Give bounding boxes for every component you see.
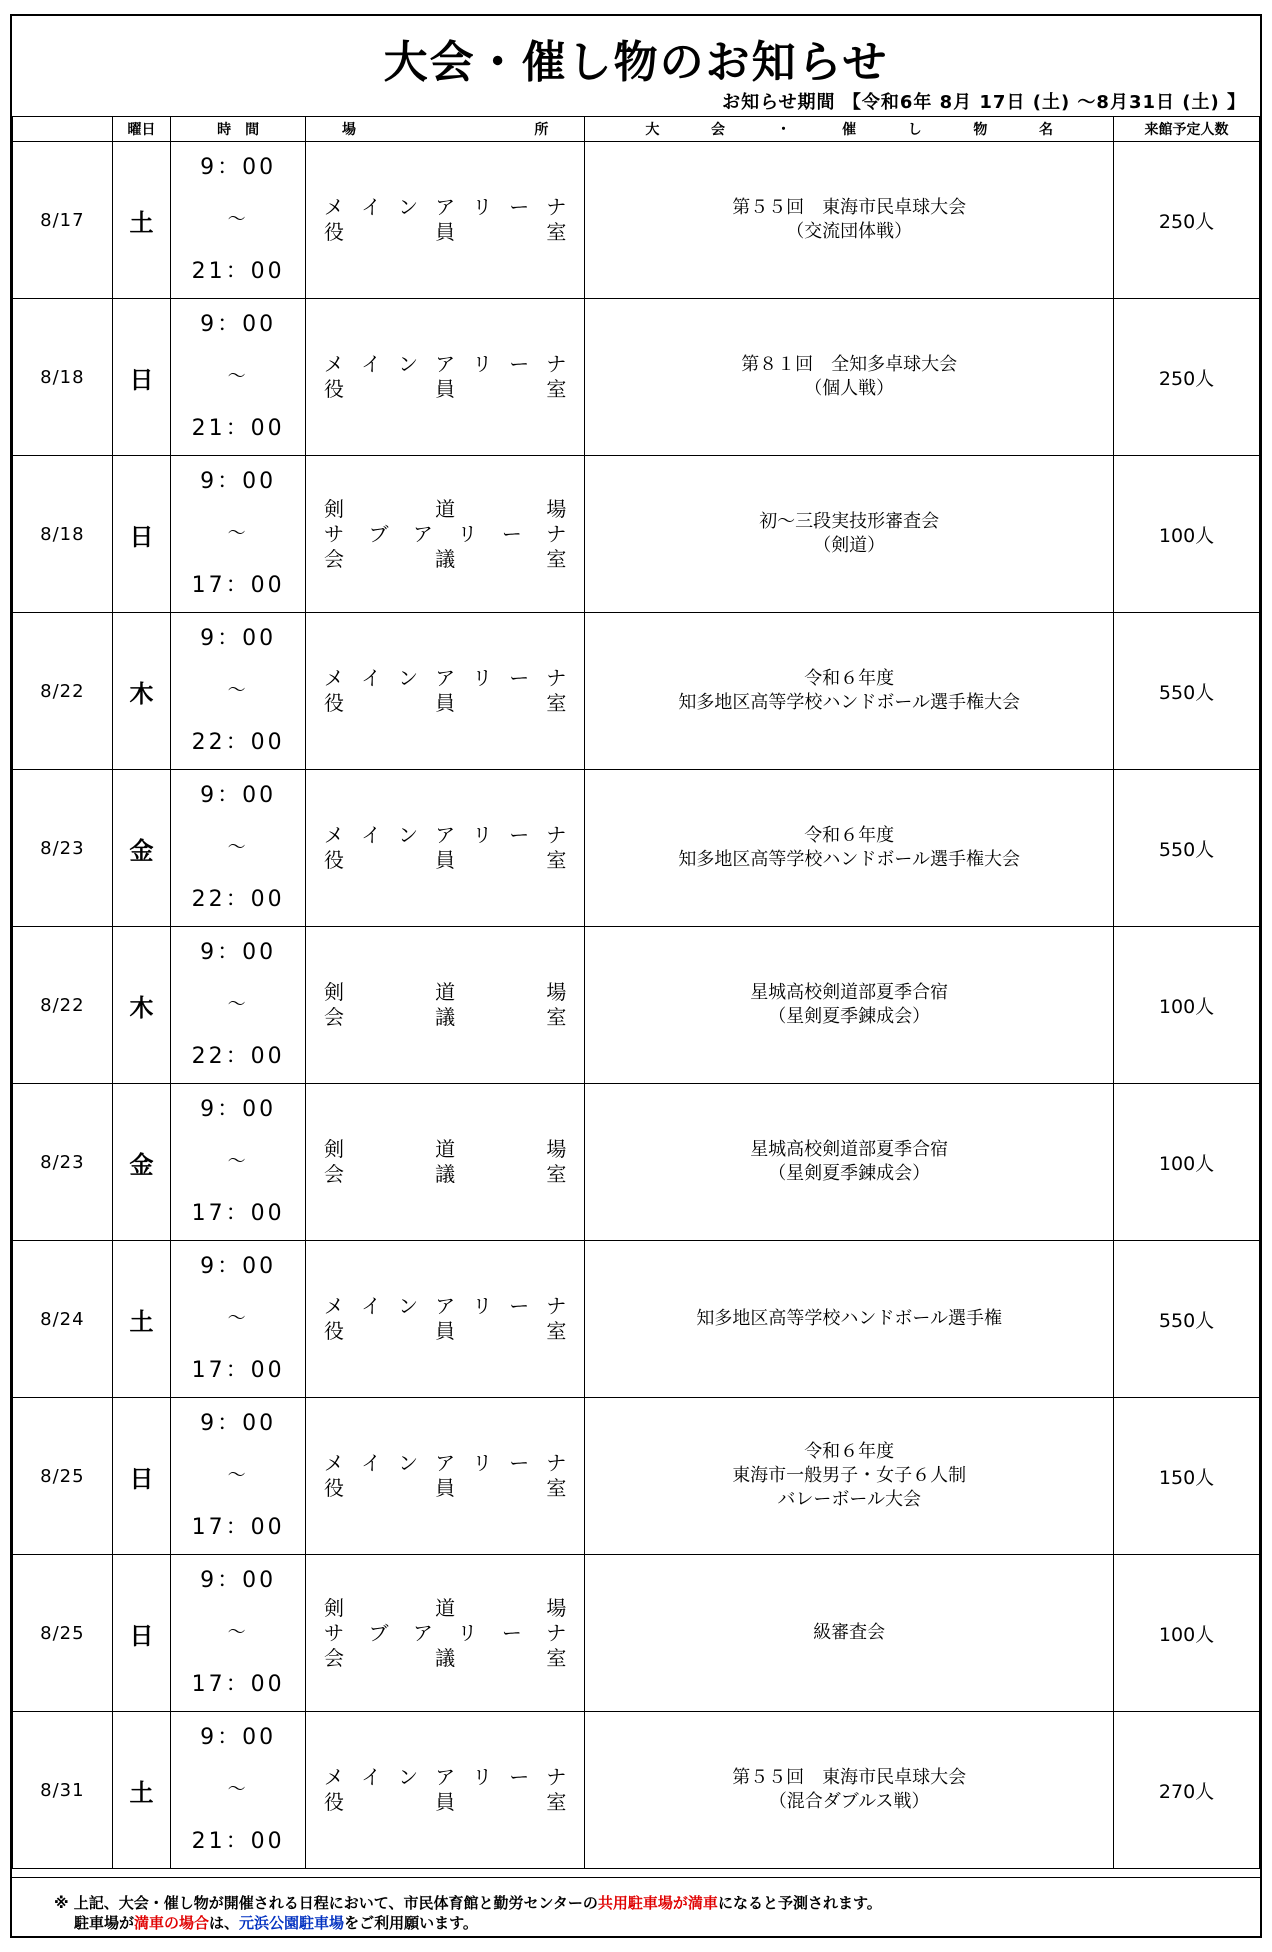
time-separator: ～ [227, 837, 249, 858]
venue-char: ナ [546, 352, 567, 376]
start-time: 9：00 [200, 155, 277, 180]
event-name [585, 299, 1114, 456]
venue-char: ナ [546, 521, 567, 546]
venue-char: ー [509, 823, 530, 847]
event-time [171, 1398, 306, 1555]
header-event-part: 物 [973, 122, 988, 138]
venue-char: メ [324, 666, 345, 690]
event-name-line: 星城高校剣道部夏季合宿 [750, 982, 949, 1003]
table-row [13, 927, 1260, 1084]
venue-line [324, 377, 566, 402]
venue-char: 道 [435, 496, 456, 521]
venue-char: ア [435, 352, 456, 376]
venue-char: 会 [324, 546, 345, 571]
venue-char: ア [435, 1294, 456, 1318]
notice-text: ※ 上記、大会・催し物が開催される日程において、市民体育館と勤労センターの [54, 1894, 598, 1912]
venue-char: 室 [546, 848, 567, 872]
venue-char: メ [324, 1451, 345, 1475]
start-time: 9：00 [200, 312, 277, 337]
event-venue [306, 299, 585, 456]
event-name [585, 1712, 1114, 1869]
venue-line [324, 1646, 566, 1671]
venue-char: メ [324, 1294, 345, 1318]
event-name-line: 知多地区高等学校ハンドボール選手権 [696, 1308, 1002, 1329]
event-time [171, 299, 306, 456]
table-row [13, 299, 1260, 456]
venue-char: 員 [435, 1476, 456, 1500]
time-separator: ～ [227, 1308, 249, 1329]
venue-char: リ [457, 521, 478, 546]
events-table [12, 116, 1260, 1869]
venue-line [324, 1294, 566, 1319]
header-place-part: 所 [534, 122, 549, 138]
venue-char: ー [509, 195, 530, 219]
notice-text: は、 [209, 1914, 240, 1932]
header-dow: 曜日 [112, 117, 171, 142]
venue-char: 道 [435, 1137, 456, 1161]
end-time: 17：00 [191, 1515, 285, 1540]
table-row [13, 1084, 1260, 1241]
venue-char: イ [361, 666, 382, 690]
venue-char: ー [509, 1451, 530, 1475]
venue-char: ア [412, 1620, 433, 1645]
start-time: 9：00 [200, 1725, 277, 1750]
venue-line [324, 1476, 566, 1501]
expected-visitors: 150人 [1114, 1398, 1260, 1555]
venue-char: ナ [546, 1294, 567, 1318]
venue-char: リ [472, 195, 493, 219]
event-day-of-week: 木 [112, 613, 171, 770]
venue-char: ナ [546, 195, 567, 219]
header-event [585, 117, 1114, 142]
venue-char: ア [435, 823, 456, 847]
header-count: 来館予定人数 [1114, 117, 1260, 142]
alt-parking-name: 元浜公園駐車場 [239, 1914, 345, 1932]
start-time: 9：00 [200, 1097, 277, 1122]
table-row [13, 613, 1260, 770]
venue-char: メ [324, 352, 345, 376]
venue-char: リ [472, 1451, 493, 1475]
event-date: 8/22 [13, 927, 113, 1084]
venue-char: 会 [324, 1162, 345, 1186]
venue-char: ー [509, 1294, 530, 1318]
event-name-line: 第５５回 東海市民卓球大会 [732, 1767, 967, 1788]
header-place [306, 117, 585, 142]
venue-line [324, 1162, 566, 1187]
event-name-line: バレーボール大会 [777, 1489, 921, 1510]
event-day-of-week: 木 [112, 927, 171, 1084]
event-day-of-week: 土 [112, 1241, 171, 1398]
event-date: 8/18 [13, 299, 113, 456]
venue-char: 員 [435, 220, 456, 244]
event-day-of-week: 土 [112, 1712, 171, 1869]
notice-text: をご利用願います。 [344, 1914, 478, 1932]
parking-notice-line-1 [54, 1892, 882, 1913]
venue-char: ブ [368, 1620, 389, 1645]
end-time: 22：00 [191, 1044, 285, 1069]
venue-line [324, 848, 566, 873]
venue-char: ン [398, 352, 419, 376]
start-time: 9：00 [200, 940, 277, 965]
venue-char: ン [398, 666, 419, 690]
venue-char: 員 [435, 377, 456, 401]
venue-char: ー [509, 1765, 530, 1789]
venue-line [324, 666, 566, 691]
event-name-line: 第５５回 東海市民卓球大会 [732, 197, 967, 218]
venue-char: 議 [435, 1005, 456, 1029]
venue-char: リ [472, 666, 493, 690]
event-time [171, 613, 306, 770]
expected-visitors: 100人 [1114, 1084, 1260, 1241]
event-time [171, 770, 306, 927]
venue-char: ア [435, 195, 456, 219]
venue-char: 室 [546, 1790, 567, 1814]
venue-line [324, 195, 566, 220]
end-time: 21：00 [191, 259, 285, 284]
event-date: 8/24 [13, 1241, 113, 1398]
venue-char: 室 [546, 1005, 567, 1029]
venue-char: 室 [546, 1645, 567, 1670]
venue-char: リ [472, 1765, 493, 1789]
venue-char: ナ [546, 1451, 567, 1475]
venue-char: 役 [324, 1476, 345, 1500]
event-day-of-week: 金 [112, 770, 171, 927]
header-event-part: 大 [645, 122, 660, 138]
venue-line [324, 1790, 566, 1815]
venue-char: ー [509, 352, 530, 376]
venue-char: ア [435, 1765, 456, 1789]
time-separator: ～ [227, 523, 249, 544]
venue-char: 議 [435, 1162, 456, 1186]
venue-char: ー [501, 521, 522, 546]
expected-visitors: 100人 [1114, 1555, 1260, 1712]
venue-char: 室 [546, 220, 567, 244]
venue-char: 員 [435, 691, 456, 715]
event-date: 8/31 [13, 1712, 113, 1869]
venue-char: 道 [435, 980, 456, 1004]
event-name-line: 令和６年度 [804, 825, 895, 846]
event-time [171, 1241, 306, 1398]
table-row [13, 1555, 1260, 1712]
event-venue [306, 142, 585, 299]
header-event-part: し [907, 122, 922, 138]
event-date: 8/23 [13, 770, 113, 927]
venue-char: 室 [546, 546, 567, 571]
expected-visitors: 100人 [1114, 927, 1260, 1084]
start-time: 9：00 [200, 1254, 277, 1279]
table-row [13, 1398, 1260, 1555]
venue-line [324, 823, 566, 848]
venue-char: 役 [324, 691, 345, 715]
time-separator: ～ [227, 1465, 249, 1486]
event-date: 8/25 [13, 1555, 113, 1712]
end-time: 22：00 [191, 887, 285, 912]
venue-char: 剣 [324, 1595, 345, 1620]
venue-char: ン [398, 1451, 419, 1475]
notice-text: 駐車場が [74, 1914, 135, 1932]
venue-char: 剣 [324, 1137, 345, 1161]
venue-char: 員 [435, 1790, 456, 1814]
end-time: 17：00 [191, 1201, 285, 1226]
event-name-line: 級審査会 [813, 1622, 886, 1643]
start-time: 9：00 [200, 626, 277, 651]
venue-char: ン [398, 1765, 419, 1789]
venue-line [324, 1319, 566, 1344]
event-time [171, 1084, 306, 1241]
end-time: 21：00 [191, 416, 285, 441]
event-venue [306, 1084, 585, 1241]
event-name [585, 613, 1114, 770]
event-name-line: 初～三段実技形審査会 [759, 511, 940, 532]
venue-line [324, 1451, 566, 1476]
event-day-of-week: 日 [112, 456, 171, 613]
start-time: 9：00 [200, 1568, 277, 1593]
header-event-part: 会 [710, 122, 725, 138]
notice-text: になると予測されます。 [717, 1894, 882, 1912]
venue-char: 場 [546, 496, 567, 521]
event-date: 8/17 [13, 142, 113, 299]
event-date: 8/22 [13, 613, 113, 770]
time-separator: ～ [227, 680, 249, 701]
event-name [585, 1241, 1114, 1398]
time-separator: ～ [227, 1622, 249, 1643]
venue-line [324, 522, 566, 547]
event-time [171, 1555, 306, 1712]
venue-line [324, 1137, 566, 1162]
venue-char: ナ [546, 823, 567, 847]
event-name-line: 知多地区高等学校ハンドボール選手権大会 [678, 849, 1020, 870]
venue-char: 室 [546, 1476, 567, 1500]
event-time [171, 1712, 306, 1869]
venue-char: 議 [435, 546, 456, 571]
header-time: 時 間 [171, 117, 306, 142]
venue-char: ナ [546, 666, 567, 690]
event-date: 8/18 [13, 456, 113, 613]
event-name [585, 770, 1114, 927]
time-separator: ～ [227, 994, 249, 1015]
expected-visitors: 270人 [1114, 1712, 1260, 1869]
venue-char: イ [361, 352, 382, 376]
end-time: 17：00 [191, 1672, 285, 1697]
event-name-line: （個人戦） [804, 378, 895, 399]
venue-line [324, 1005, 566, 1030]
venue-char: ア [435, 666, 456, 690]
venue-char: ー [509, 666, 530, 690]
event-day-of-week: 金 [112, 1084, 171, 1241]
venue-char: 剣 [324, 980, 345, 1004]
venue-char: イ [361, 823, 382, 847]
event-name [585, 456, 1114, 613]
time-separator: ～ [227, 209, 249, 230]
expected-visitors: 250人 [1114, 142, 1260, 299]
venue-char: メ [324, 195, 345, 219]
venue-char: 剣 [324, 496, 345, 521]
venue-line [324, 1621, 566, 1646]
header-date [13, 117, 113, 142]
page-title: 大会・催し物のお知らせ [383, 37, 889, 88]
venue-char: イ [361, 1294, 382, 1318]
event-name-line: （混合ダブルス戦） [768, 1791, 930, 1812]
event-venue [306, 1555, 585, 1712]
start-time: 9：00 [200, 1411, 277, 1436]
time-separator: ～ [227, 1151, 249, 1172]
expected-visitors: 550人 [1114, 613, 1260, 770]
notice-highlight: 満車の場合 [134, 1914, 210, 1932]
event-name-line: 東海市一般男子・女子６人制 [732, 1465, 967, 1486]
table-header [13, 117, 1260, 142]
venue-char: サ [324, 1620, 345, 1645]
event-day-of-week: 土 [112, 142, 171, 299]
start-time: 9：00 [200, 469, 277, 494]
venue-char: 役 [324, 1790, 345, 1814]
expected-visitors: 250人 [1114, 299, 1260, 456]
notice-highlight: 共用駐車場が満車 [597, 1894, 718, 1912]
venue-char: ブ [368, 521, 389, 546]
parking-notice-line-2 [74, 1912, 478, 1933]
event-venue [306, 1398, 585, 1555]
event-name [585, 1398, 1114, 1555]
venue-char: ナ [546, 1620, 567, 1645]
event-name [585, 927, 1114, 1084]
table-row [13, 142, 1260, 299]
venue-line [324, 352, 566, 377]
event-name [585, 142, 1114, 299]
venue-char: 場 [546, 1137, 567, 1161]
event-name-line: （星剣夏季錬成会） [768, 1006, 931, 1027]
event-venue [306, 1712, 585, 1869]
venue-char: リ [457, 1620, 478, 1645]
venue-char: ン [398, 195, 419, 219]
venue-char: 場 [546, 980, 567, 1004]
event-name-line: 第８１回 全知多卓球大会 [741, 354, 958, 375]
end-time: 17：00 [191, 573, 285, 598]
venue-char: 室 [546, 377, 567, 401]
end-time: 17：00 [191, 1358, 285, 1383]
end-time: 22：00 [191, 730, 285, 755]
venue-line [324, 1596, 566, 1621]
event-venue [306, 613, 585, 770]
event-time [171, 142, 306, 299]
notice-period: お知らせ期間 【令和6年 8月 17日 (土) ～8月31日 (土) 】 [722, 92, 1246, 113]
venue-line [324, 1765, 566, 1790]
notice-sheet [10, 14, 1262, 1938]
expected-visitors: 550人 [1114, 770, 1260, 927]
event-name-line: （星剣夏季錬成会） [768, 1163, 931, 1184]
header-event-part: ・ [776, 122, 791, 138]
event-date: 8/23 [13, 1084, 113, 1241]
venue-char: リ [472, 1294, 493, 1318]
event-name [585, 1084, 1114, 1241]
venue-char: ン [398, 1294, 419, 1318]
venue-char: 議 [435, 1645, 456, 1670]
venue-line [324, 220, 566, 245]
venue-line [324, 980, 566, 1005]
venue-char: イ [361, 1765, 382, 1789]
event-day-of-week: 日 [112, 1398, 171, 1555]
venue-char: イ [361, 195, 382, 219]
venue-char: リ [472, 823, 493, 847]
header-event-part: 名 [1038, 122, 1053, 138]
header-event-part: 催 [842, 122, 857, 138]
table-row [13, 456, 1260, 613]
event-name-line: 星城高校剣道部夏季合宿 [750, 1139, 949, 1160]
event-venue [306, 927, 585, 1084]
event-name [585, 1555, 1114, 1712]
event-name-line: 令和６年度 [804, 1441, 895, 1462]
venue-char: 員 [435, 848, 456, 872]
venue-char: ン [398, 823, 419, 847]
venue-char: ア [412, 521, 433, 546]
table-row [13, 1241, 1260, 1398]
venue-char: 会 [324, 1005, 345, 1029]
table-row [13, 770, 1260, 927]
venue-line [324, 497, 566, 522]
header-place-part: 場 [342, 122, 357, 138]
table-row [13, 1712, 1260, 1869]
venue-char: 役 [324, 848, 345, 872]
venue-char: 室 [546, 1162, 567, 1186]
event-venue [306, 1241, 585, 1398]
venue-char: 役 [324, 220, 345, 244]
venue-char: ー [501, 1620, 522, 1645]
time-separator: ～ [227, 366, 249, 387]
time-separator: ～ [227, 1779, 249, 1800]
venue-char: 会 [324, 1645, 345, 1670]
end-time: 21：00 [191, 1829, 285, 1854]
venue-char: 室 [546, 691, 567, 715]
venue-char: メ [324, 1765, 345, 1789]
venue-char: 役 [324, 1319, 345, 1343]
venue-char: 役 [324, 377, 345, 401]
venue-char: サ [324, 521, 345, 546]
expected-visitors: 100人 [1114, 456, 1260, 613]
venue-char: メ [324, 823, 345, 847]
venue-char: 室 [546, 1319, 567, 1343]
event-name-line: 令和６年度 [804, 668, 895, 689]
venue-char: 道 [435, 1595, 456, 1620]
event-name-line: （交流団体戦） [786, 221, 913, 242]
event-name-line: （剣道） [813, 535, 886, 556]
venue-char: ナ [546, 1765, 567, 1789]
venue-char: 員 [435, 1319, 456, 1343]
event-date: 8/25 [13, 1398, 113, 1555]
event-time [171, 456, 306, 613]
event-name-line: 知多地区高等学校ハンドボール選手権大会 [678, 692, 1020, 713]
expected-visitors: 550人 [1114, 1241, 1260, 1398]
venue-char: イ [361, 1451, 382, 1475]
venue-char: 場 [546, 1595, 567, 1620]
venue-line [324, 691, 566, 716]
venue-line [324, 547, 566, 572]
event-day-of-week: 日 [112, 299, 171, 456]
start-time: 9：00 [200, 783, 277, 808]
event-time [171, 927, 306, 1084]
parking-notice [12, 1877, 1260, 1936]
venue-char: ア [435, 1451, 456, 1475]
venue-char: リ [472, 352, 493, 376]
event-day-of-week: 日 [112, 1555, 171, 1712]
event-venue [306, 770, 585, 927]
event-venue [306, 456, 585, 613]
